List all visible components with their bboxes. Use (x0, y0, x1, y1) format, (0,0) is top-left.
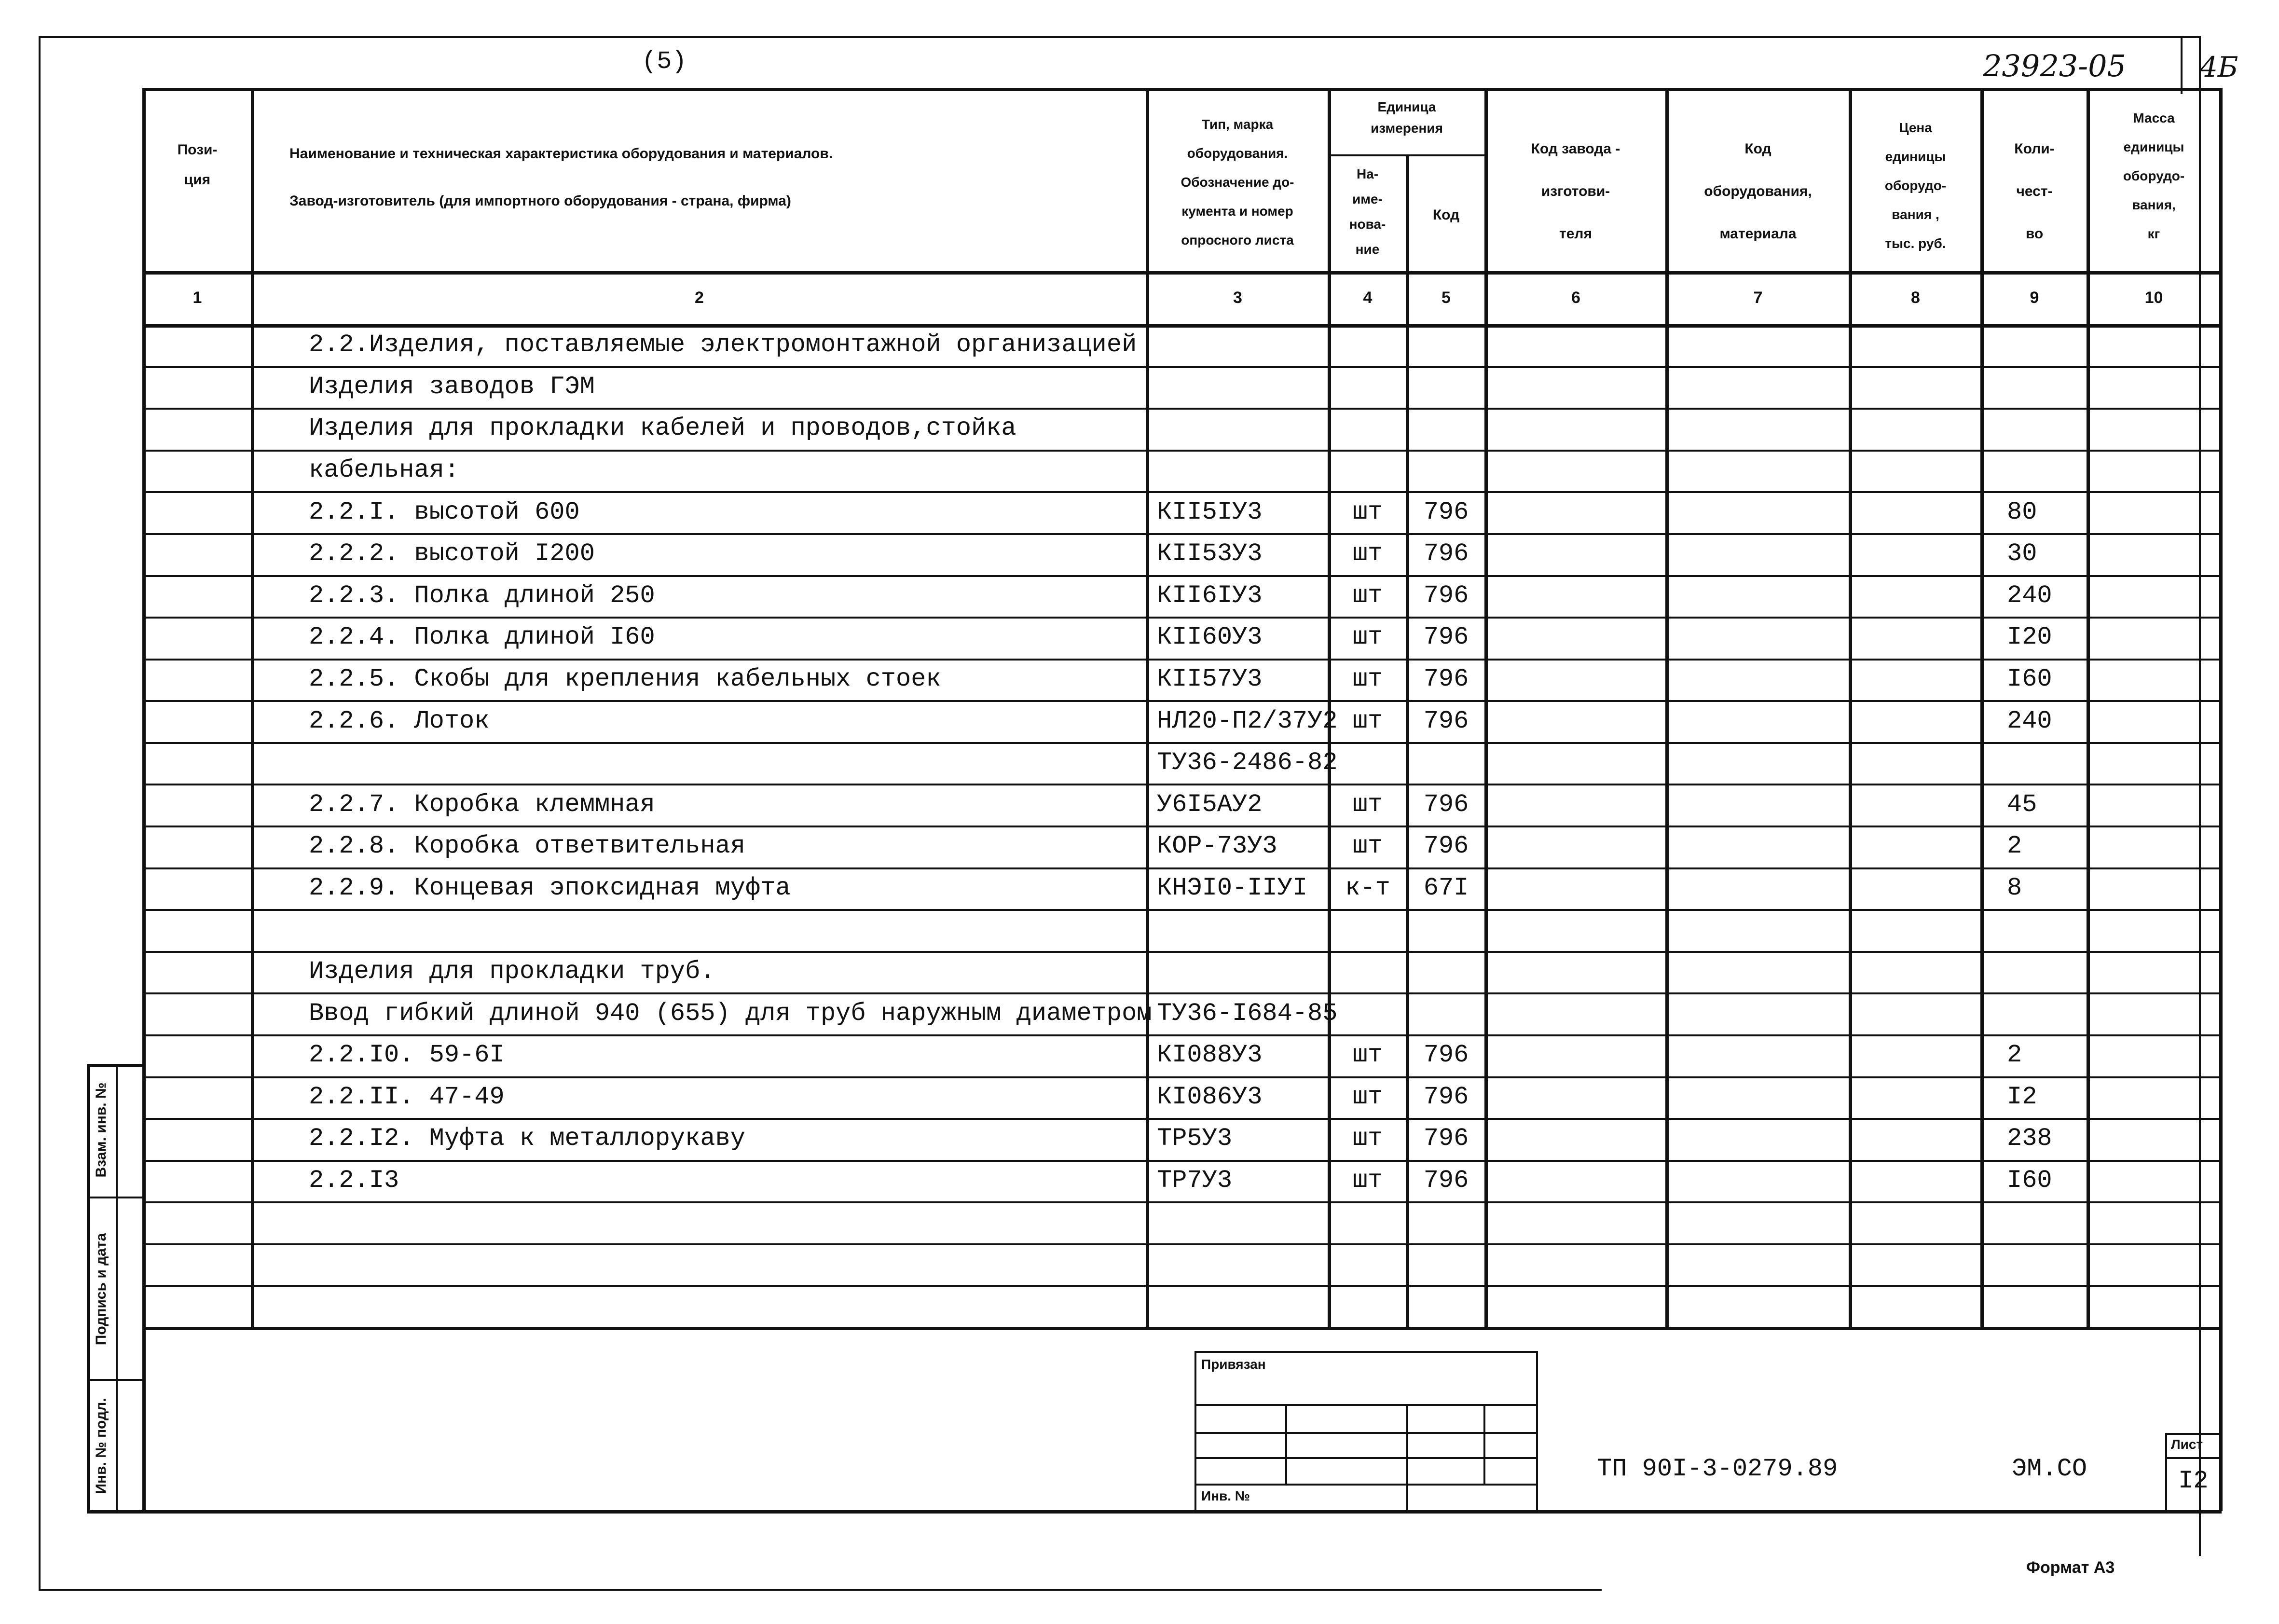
tb-row-3 (1194, 1457, 1537, 1459)
row-type: КII6IУ3 (1157, 581, 1263, 610)
row-code: 796 (1423, 498, 1469, 526)
row-qty: I2 (2007, 1083, 2037, 1111)
row-name: Изделия заводов ГЭМ (309, 372, 595, 401)
colnum-10: 10 (2144, 289, 2163, 307)
col-div-7 (1849, 88, 1852, 1328)
row-qty: I60 (2007, 665, 2052, 693)
row-name: 2.2.4. Полка длиной I60 (309, 623, 655, 651)
tb-sheet-number: I2 (2178, 1467, 2209, 1495)
colnum-7: 7 (1753, 289, 1763, 307)
table-right (2219, 88, 2223, 1511)
colnum-2: 2 (695, 289, 704, 307)
row-name: 2.2.I3 (309, 1166, 399, 1195)
tb-doc-code: ТП 90I-3-0279.89 (1597, 1455, 1838, 1483)
row-divider (142, 700, 2222, 702)
header-c1: Пози- ция (177, 142, 218, 188)
row-qty: 240 (2007, 707, 2052, 735)
header-bottom (142, 271, 2222, 275)
row-qty: 8 (2007, 874, 2022, 902)
row-code: 796 (1423, 1083, 1469, 1111)
header-c6: Код завода - изготови- теля (1531, 141, 1620, 242)
row-divider (142, 1243, 2222, 1245)
row-type: КII5IУ3 (1157, 498, 1263, 526)
colnum-9: 9 (2030, 289, 2039, 307)
tb-col-2 (1406, 1404, 1408, 1510)
tb-mark: ЭМ.СО (2012, 1455, 2087, 1483)
row-type: КОР-73У3 (1157, 832, 1277, 860)
tb-inv-no: Инв. № (1201, 1488, 1250, 1503)
header-c8: Цена единицы оборудо- вания , тыс. руб. (1884, 120, 1947, 251)
col-div-1 (251, 88, 254, 1328)
header-c3: Тип, марка оборудования. Обозначение до- кумента и номер опросного листа (1181, 117, 1294, 248)
format-label: Формат А3 (2026, 1558, 2115, 1577)
row-code: 796 (1423, 623, 1469, 651)
row-type: КI088У3 (1157, 1041, 1263, 1069)
colnum-bottom (142, 324, 2222, 328)
row-code: 796 (1423, 539, 1469, 568)
corner-divider (2181, 36, 2183, 94)
row-type: КII53У3 (1157, 539, 1263, 568)
tb-sheet-label: Лист (2171, 1437, 2203, 1452)
row-code: 796 (1423, 707, 1469, 735)
stamp-left (87, 1064, 90, 1513)
row-divider (142, 659, 2222, 661)
row-qty: 80 (2007, 498, 2037, 526)
tb-left (1194, 1351, 1196, 1510)
col-div-9 (2087, 88, 2090, 1328)
row-unit: шт (1352, 623, 1383, 651)
top-label: (5) (642, 47, 687, 76)
row-code: 796 (1423, 581, 1469, 610)
tb-privyazan: Привязан (1201, 1357, 1266, 1372)
row-type: КII57У3 (1157, 665, 1263, 693)
row-code: 796 (1423, 1166, 1469, 1195)
row-unit: шт (1352, 832, 1383, 860)
stamp-number: 23923-05 (1983, 48, 2127, 83)
row-qty: 45 (2007, 790, 2037, 819)
row-divider (142, 533, 2222, 535)
row-name: 2.2.I. высотой 600 (309, 498, 580, 526)
row-divider (142, 1285, 2222, 1287)
row-type: ТР5У3 (1157, 1124, 1233, 1153)
row-unit: шт (1352, 498, 1383, 526)
row-name: Ввод гибкий длиной 940 (655) для труб наружным диаметром (309, 999, 1152, 1028)
stamp-inv-podl-label: Инв. № подл. (93, 1398, 109, 1494)
row-code: 796 (1423, 1124, 1469, 1153)
row-name: кабельная: (309, 456, 460, 484)
row-name: 2.2.8. Коробка ответвительная (309, 832, 745, 860)
header-c7: Код оборудования, материала (1704, 141, 1812, 242)
row-divider (142, 617, 2222, 619)
row-divider (142, 992, 2222, 994)
row-divider (142, 1201, 2222, 1203)
colnum-6: 6 (1571, 289, 1580, 307)
tb-row-2 (1194, 1432, 1537, 1434)
row-unit: шт (1352, 1041, 1383, 1069)
row-divider (142, 826, 2222, 827)
tb-sheet-mid (2165, 1457, 2222, 1459)
colnum-5: 5 (1442, 289, 1451, 307)
row-divider (142, 408, 2222, 410)
row-divider (142, 951, 2222, 953)
row-unit: шт (1352, 1124, 1383, 1153)
row-type: КII60У3 (1157, 623, 1263, 651)
row-unit: шт (1352, 1166, 1383, 1195)
row-name: 2.2.3. Полка длиной 250 (309, 581, 655, 610)
row-code: 67I (1423, 874, 1469, 902)
row-name: 2.2.II. 47-49 (309, 1083, 505, 1111)
row-divider (142, 575, 2222, 577)
tb-right (1536, 1351, 1538, 1510)
row-divider (142, 491, 2222, 493)
row-divider (142, 742, 2222, 744)
row-qty: I20 (2007, 623, 2052, 651)
col-div-5 (1484, 88, 1488, 1328)
row-type: НЛ20-П2/37У2 (1157, 707, 1338, 735)
row-name: 2.2.2. высотой I200 (309, 539, 595, 568)
col-div-6 (1665, 88, 1669, 1328)
tb-row-1 (1194, 1404, 1537, 1406)
row-divider (142, 1160, 2222, 1162)
colnum-8: 8 (1911, 289, 1920, 307)
sheet-bottom-line (87, 1510, 2222, 1514)
row-divider (142, 1034, 2222, 1036)
row-type: ТУ36-2486-82 (1157, 748, 1338, 777)
tb-top (1194, 1351, 1537, 1353)
tb-sheet-top (2165, 1433, 2222, 1435)
row-unit: шт (1352, 665, 1383, 693)
tb-col-3 (1483, 1404, 1485, 1484)
row-qty: I60 (2007, 1166, 2052, 1195)
table-body-bottom (142, 1327, 2222, 1330)
row-unit: шт (1352, 539, 1383, 568)
row-divider (142, 784, 2222, 785)
row-name: 2.2.Изделия, поставляемые электромонтажной организацией (309, 330, 1137, 359)
row-divider (142, 1118, 2222, 1120)
header-c10: Масса единицы оборудо- вания, кг (2123, 110, 2185, 241)
header-c5: Код (1432, 207, 1460, 223)
row-code: 796 (1423, 790, 1469, 819)
row-code: 796 (1423, 832, 1469, 860)
stamp-vzam-label: Взам. инв. № (93, 1082, 109, 1178)
header-c9: Коли- чест- во (2014, 141, 2055, 242)
row-type: ТР7У3 (1157, 1166, 1233, 1195)
row-code: 796 (1423, 1041, 1469, 1069)
row-name: Изделия для прокладки кабелей и проводов,стойка (309, 414, 1016, 442)
header-unit: Единица измерения (1371, 99, 1443, 136)
stamp-podpis-label: Подпись и дата (93, 1233, 109, 1346)
tb-sheet-left (2165, 1433, 2167, 1510)
row-name: 2.2.I2. Муфта к металлорукаву (309, 1124, 745, 1153)
row-divider (142, 867, 2222, 869)
row-type: ТУ36-I684-85 (1157, 999, 1338, 1028)
row-name: 2.2.7. Коробка клеммная (309, 790, 655, 819)
row-name: 2.2.I0. 59-6I (309, 1041, 505, 1069)
row-qty: 2 (2007, 832, 2022, 860)
row-divider (142, 1076, 2222, 1078)
corner-number: 4Б (2200, 51, 2238, 83)
colnum-4: 4 (1363, 289, 1373, 307)
row-qty: 240 (2007, 581, 2052, 610)
tb-row-4 (1194, 1484, 1537, 1486)
row-qty: 2 (2007, 1041, 2022, 1069)
row-name: 2.2.5. Скобы для крепления кабельных стоек (309, 665, 941, 693)
colnum-1: 1 (192, 289, 202, 307)
unit-subheader-line (1328, 154, 1484, 156)
row-unit: шт (1352, 1083, 1383, 1111)
frame-top (39, 36, 2200, 38)
col-div-8 (1980, 88, 1984, 1328)
row-unit: шт (1352, 790, 1383, 819)
row-name: Изделия для прокладки труб. (309, 957, 715, 986)
row-divider (142, 909, 2222, 911)
row-type: КI086У3 (1157, 1083, 1263, 1111)
row-divider (142, 366, 2222, 368)
row-divider (142, 450, 2222, 452)
row-unit: шт (1352, 581, 1383, 610)
header-c4: На- име- нова- ние (1349, 166, 1386, 257)
row-type: КНЭI0-IIУI (1157, 874, 1308, 902)
tb-col-1 (1285, 1404, 1287, 1484)
row-unit: шт (1352, 707, 1383, 735)
row-name: 2.2.9. Концевая эпоксидная муфта (309, 874, 791, 902)
frame-left (39, 36, 41, 1590)
colnum-3: 3 (1233, 289, 1242, 307)
header-c2: Наименование и техническая характеристика оборудования и материалов. Завод-изготовитель (для импортного оборудования - страна, фирма) (289, 146, 833, 209)
frame-bottom (39, 1589, 1602, 1591)
row-qty: 30 (2007, 539, 2037, 568)
row-qty: 238 (2007, 1124, 2052, 1153)
stamp-mid (116, 1064, 118, 1513)
table-top (142, 88, 2222, 91)
row-type: У6I5АУ2 (1157, 790, 1263, 819)
row-unit: к-т (1345, 874, 1390, 902)
row-code: 796 (1423, 665, 1469, 693)
col-div-2 (1146, 88, 1149, 1328)
row-name: 2.2.6. Лоток (309, 707, 490, 735)
